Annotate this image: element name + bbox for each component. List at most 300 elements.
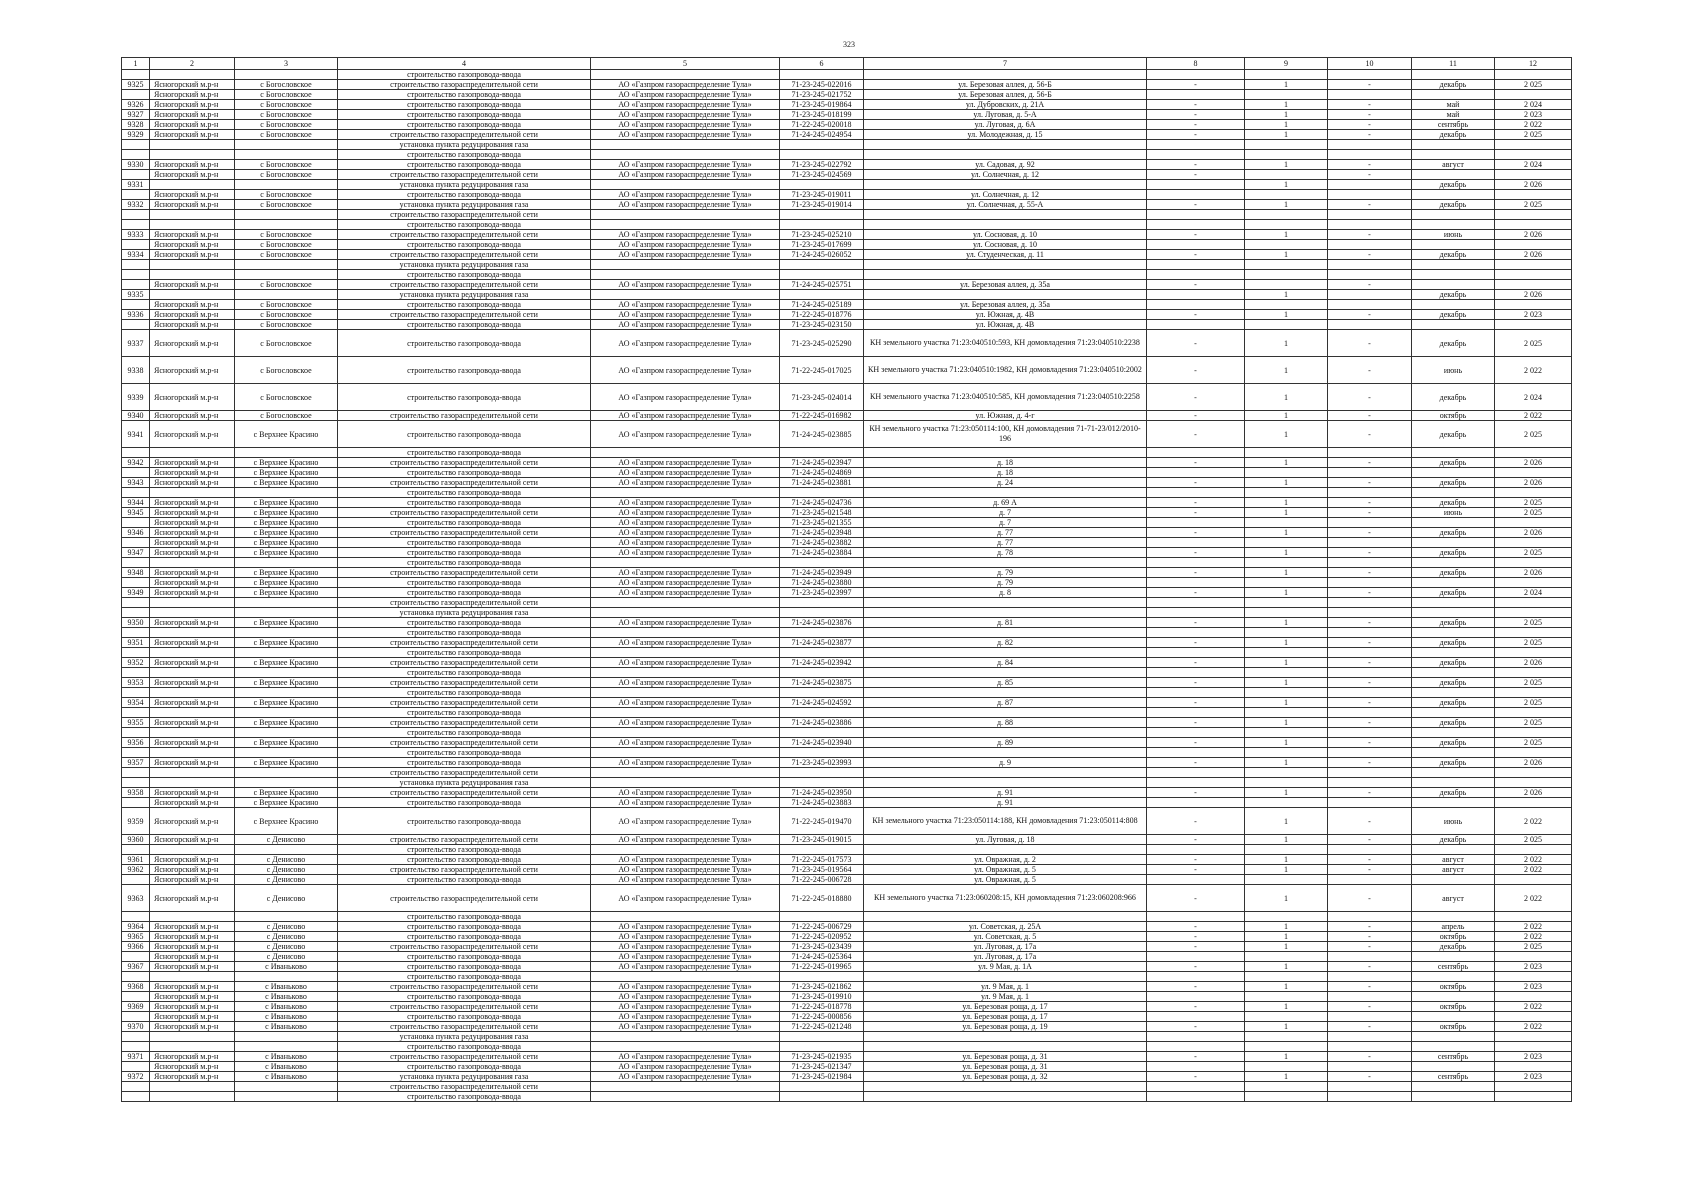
- table-row: [122, 638, 1572, 648]
- column-header: 7: [864, 58, 1147, 70]
- month-cell: декабрь: [1412, 421, 1495, 448]
- column-8-cell: [1147, 972, 1245, 982]
- settlement-cell: с Богословское: [235, 384, 338, 411]
- work-type-cell: строительство газопровода-ввода: [338, 952, 591, 962]
- column-9-cell: 1: [1245, 411, 1328, 421]
- column-8-cell: [1147, 608, 1245, 618]
- column-8-cell: [1147, 448, 1245, 458]
- month-cell: декабрь: [1412, 330, 1495, 357]
- column-10-cell: [1328, 518, 1412, 528]
- work-type-cell: строительство газораспределительной сети: [338, 982, 591, 992]
- column-10-cell: [1328, 875, 1412, 885]
- year-cell: [1495, 538, 1572, 548]
- settlement-cell: с Верхнее Красино: [235, 678, 338, 688]
- column-10-cell: -: [1328, 618, 1412, 628]
- settlement-cell: [235, 648, 338, 658]
- settlement-cell: с Иваньково: [235, 982, 338, 992]
- column-10-cell: [1328, 90, 1412, 100]
- row-number-cell: 9354: [122, 698, 150, 708]
- settlement-cell: с Иваньково: [235, 1022, 338, 1032]
- column-8-cell: [1147, 260, 1245, 270]
- month-cell: декабрь: [1412, 130, 1495, 140]
- application-code-cell: 71-24-245-025189: [780, 300, 864, 310]
- district-cell: [150, 608, 235, 618]
- application-code-cell: [780, 748, 864, 758]
- address-cell: [864, 648, 1147, 658]
- settlement-cell: с Богословское: [235, 411, 338, 421]
- table-row: [122, 384, 1572, 411]
- work-type-cell: строительство газопровода-ввода: [338, 498, 591, 508]
- work-type-cell: строительство газопровода-ввода: [338, 688, 591, 698]
- address-cell: [864, 448, 1147, 458]
- month-cell: [1412, 300, 1495, 310]
- settlement-cell: [235, 290, 338, 300]
- district-cell: Ясногорский м.р-н: [150, 588, 235, 598]
- column-10-cell: -: [1328, 80, 1412, 90]
- column-8-cell: [1147, 300, 1245, 310]
- settlement-cell: с Денисово: [235, 952, 338, 962]
- column-9-cell: 1: [1245, 1002, 1328, 1012]
- table-row: [122, 768, 1572, 778]
- application-code-cell: 71-22-245-017025: [780, 357, 864, 384]
- month-cell: [1412, 488, 1495, 498]
- district-cell: Ясногорский м.р-н: [150, 698, 235, 708]
- row-number-cell: [122, 1032, 150, 1042]
- column-10-cell: [1328, 608, 1412, 618]
- work-type-cell: строительство газопровода-ввода: [338, 190, 591, 200]
- row-number-cell: 9364: [122, 922, 150, 932]
- settlement-cell: [235, 728, 338, 738]
- column-8-cell: -: [1147, 618, 1245, 628]
- organization-cell: [591, 688, 780, 698]
- organization-cell: АО «Газпром газораспределение Тула»: [591, 90, 780, 100]
- settlement-cell: [235, 210, 338, 220]
- district-cell: Ясногорский м.р-н: [150, 982, 235, 992]
- table-row: [122, 648, 1572, 658]
- settlement-cell: [235, 270, 338, 280]
- month-cell: декабрь: [1412, 498, 1495, 508]
- column-8-cell: -: [1147, 835, 1245, 845]
- organization-cell: АО «Газпром газораспределение Тула»: [591, 200, 780, 210]
- address-cell: ул. Овражная, д. 5: [864, 875, 1147, 885]
- column-10-cell: [1328, 748, 1412, 758]
- row-number-cell: [122, 768, 150, 778]
- work-type-cell: строительство газораспределительной сети: [338, 1052, 591, 1062]
- column-8-cell: -: [1147, 100, 1245, 110]
- gasification-table: [121, 57, 1572, 1102]
- table-row: [122, 588, 1572, 598]
- settlement-cell: с Иваньково: [235, 1072, 338, 1082]
- row-number-cell: 9365: [122, 932, 150, 942]
- column-9-cell: 1: [1245, 808, 1328, 835]
- work-type-cell: строительство газораспределительной сети: [338, 411, 591, 421]
- column-8-cell: -: [1147, 638, 1245, 648]
- application-code-cell: 71-24-245-023875: [780, 678, 864, 688]
- work-type-cell: строительство газопровода-ввода: [338, 558, 591, 568]
- row-number-cell: [122, 300, 150, 310]
- settlement-cell: [235, 180, 338, 190]
- year-cell: 2 025: [1495, 738, 1572, 748]
- district-cell: Ясногорский м.р-н: [150, 468, 235, 478]
- column-8-cell: [1147, 1082, 1245, 1092]
- column-8-cell: [1147, 708, 1245, 718]
- settlement-cell: [235, 748, 338, 758]
- column-9-cell: [1245, 648, 1328, 658]
- table-row: [122, 1082, 1572, 1092]
- table-row: [122, 421, 1572, 448]
- district-cell: Ясногорский м.р-н: [150, 310, 235, 320]
- column-8-cell: -: [1147, 330, 1245, 357]
- application-code-cell: [780, 180, 864, 190]
- settlement-cell: [235, 140, 338, 150]
- work-type-cell: строительство газопровода-ввода: [338, 992, 591, 1002]
- district-cell: [150, 845, 235, 855]
- month-cell: [1412, 320, 1495, 330]
- column-10-cell: -: [1328, 280, 1412, 290]
- month-cell: декабрь: [1412, 568, 1495, 578]
- address-cell: [864, 290, 1147, 300]
- year-cell: [1495, 320, 1572, 330]
- column-8-cell: -: [1147, 1052, 1245, 1062]
- month-cell: декабрь: [1412, 788, 1495, 798]
- address-cell: ул. Советская, д. 5: [864, 932, 1147, 942]
- table-row: [122, 250, 1572, 260]
- column-8-cell: -: [1147, 885, 1245, 912]
- column-9-cell: [1245, 170, 1328, 180]
- column-9-cell: [1245, 628, 1328, 638]
- column-9-cell: 1: [1245, 80, 1328, 90]
- work-type-cell: строительство газораспределительной сети: [338, 638, 591, 648]
- column-10-cell: [1328, 260, 1412, 270]
- address-cell: д. 7: [864, 518, 1147, 528]
- address-cell: [864, 488, 1147, 498]
- table-row: [122, 952, 1572, 962]
- application-code-cell: [780, 708, 864, 718]
- column-10-cell: [1328, 190, 1412, 200]
- table-row: [122, 628, 1572, 638]
- month-cell: [1412, 912, 1495, 922]
- settlement-cell: с Верхнее Красино: [235, 798, 338, 808]
- application-code-cell: 71-23-245-024014: [780, 384, 864, 411]
- address-cell: ул. Овражная, д. 5: [864, 865, 1147, 875]
- column-10-cell: -: [1328, 738, 1412, 748]
- application-code-cell: 71-22-245-006728: [780, 875, 864, 885]
- column-9-cell: [1245, 598, 1328, 608]
- address-cell: КН земельного участка 71:23:060208:15, КН домовладения 71:23:060208:966: [864, 885, 1147, 912]
- column-10-cell: -: [1328, 548, 1412, 558]
- column-9-cell: 1: [1245, 932, 1328, 942]
- month-cell: [1412, 708, 1495, 718]
- organization-cell: [591, 778, 780, 788]
- row-number-cell: [122, 845, 150, 855]
- settlement-cell: с Богословское: [235, 240, 338, 250]
- row-number-cell: [122, 628, 150, 638]
- month-cell: [1412, 798, 1495, 808]
- settlement-cell: [235, 70, 338, 80]
- column-9-cell: [1245, 538, 1328, 548]
- column-header: 8: [1147, 58, 1245, 70]
- row-number-cell: [122, 468, 150, 478]
- year-cell: 2 023: [1495, 310, 1572, 320]
- row-number-cell: 9351: [122, 638, 150, 648]
- work-type-cell: строительство газопровода-ввода: [338, 300, 591, 310]
- address-cell: д. 9: [864, 758, 1147, 768]
- row-number-cell: [122, 578, 150, 588]
- settlement-cell: с Денисово: [235, 885, 338, 912]
- column-header: 2: [150, 58, 235, 70]
- work-type-cell: строительство газораспределительной сети: [338, 210, 591, 220]
- organization-cell: АО «Газпром газораспределение Тула»: [591, 1002, 780, 1012]
- column-10-cell: -: [1328, 357, 1412, 384]
- year-cell: [1495, 1062, 1572, 1072]
- column-10-cell: [1328, 240, 1412, 250]
- table-row: [122, 170, 1572, 180]
- row-number-cell: [122, 488, 150, 498]
- table-row: [122, 160, 1572, 170]
- table-row: [122, 972, 1572, 982]
- column-10-cell: [1328, 688, 1412, 698]
- month-cell: декабрь: [1412, 180, 1495, 190]
- settlement-cell: с Богословское: [235, 310, 338, 320]
- column-8-cell: [1147, 1042, 1245, 1052]
- settlement-cell: с Богословское: [235, 250, 338, 260]
- row-number-cell: 9326: [122, 100, 150, 110]
- year-cell: [1495, 845, 1572, 855]
- year-cell: [1495, 728, 1572, 738]
- column-8-cell: [1147, 220, 1245, 230]
- row-number-cell: [122, 748, 150, 758]
- column-8-cell: -: [1147, 568, 1245, 578]
- district-cell: Ясногорский м.р-н: [150, 718, 235, 728]
- table-row: [122, 100, 1572, 110]
- settlement-cell: с Денисово: [235, 932, 338, 942]
- work-type-cell: строительство газопровода-ввода: [338, 618, 591, 628]
- column-10-cell: -: [1328, 982, 1412, 992]
- month-cell: октябрь: [1412, 932, 1495, 942]
- column-10-cell: -: [1328, 110, 1412, 120]
- organization-cell: АО «Газпром газораспределение Тула»: [591, 1062, 780, 1072]
- application-code-cell: 71-24-245-023885: [780, 421, 864, 448]
- work-type-cell: строительство газораспределительной сети: [338, 170, 591, 180]
- row-number-cell: 9363: [122, 885, 150, 912]
- year-cell: [1495, 488, 1572, 498]
- application-code-cell: [780, 845, 864, 855]
- year-cell: 2 022: [1495, 1002, 1572, 1012]
- year-cell: 2 025: [1495, 200, 1572, 210]
- column-10-cell: [1328, 1092, 1412, 1102]
- organization-cell: АО «Газпром газораспределение Тула»: [591, 982, 780, 992]
- application-code-cell: 71-23-245-021752: [780, 90, 864, 100]
- settlement-cell: с Богословское: [235, 357, 338, 384]
- organization-cell: АО «Газпром газораспределение Тула»: [591, 100, 780, 110]
- work-type-cell: строительство газопровода-ввода: [338, 100, 591, 110]
- year-cell: [1495, 280, 1572, 290]
- row-number-cell: 9362: [122, 865, 150, 875]
- district-cell: Ясногорский м.р-н: [150, 758, 235, 768]
- row-number-cell: 9357: [122, 758, 150, 768]
- work-type-cell: строительство газопровода-ввода: [338, 708, 591, 718]
- column-8-cell: [1147, 290, 1245, 300]
- address-cell: ул. Березовая аллея, д. 35а: [864, 280, 1147, 290]
- work-type-cell: строительство газопровода-ввода: [338, 1012, 591, 1022]
- application-code-cell: 71-24-245-023948: [780, 528, 864, 538]
- month-cell: [1412, 1032, 1495, 1042]
- row-number-cell: [122, 798, 150, 808]
- application-code-cell: [780, 598, 864, 608]
- table-row: [122, 568, 1572, 578]
- address-cell: ул. Овражная, д. 2: [864, 855, 1147, 865]
- table-row: [122, 778, 1572, 788]
- organization-cell: АО «Газпром газораспределение Тула»: [591, 885, 780, 912]
- row-number-cell: [122, 728, 150, 738]
- table-row: [122, 1032, 1572, 1042]
- settlement-cell: [235, 708, 338, 718]
- work-type-cell: строительство газопровода-ввода: [338, 668, 591, 678]
- row-number-cell: [122, 558, 150, 568]
- year-cell: [1495, 1092, 1572, 1102]
- settlement-cell: с Верхнее Красино: [235, 588, 338, 598]
- address-cell: ул. Южная, д. 4В: [864, 320, 1147, 330]
- organization-cell: АО «Газпром газораспределение Тула»: [591, 240, 780, 250]
- row-number-cell: 9366: [122, 942, 150, 952]
- row-number-cell: 9325: [122, 80, 150, 90]
- column-9-cell: [1245, 1012, 1328, 1022]
- month-cell: декабрь: [1412, 618, 1495, 628]
- application-code-cell: 71-22-245-018776: [780, 310, 864, 320]
- organization-cell: АО «Газпром газораспределение Тула»: [591, 478, 780, 488]
- row-number-cell: [122, 648, 150, 658]
- work-type-cell: строительство газораспределительной сети: [338, 130, 591, 140]
- month-cell: [1412, 608, 1495, 618]
- work-type-cell: строительство газопровода-ввода: [338, 648, 591, 658]
- row-number-cell: [122, 875, 150, 885]
- year-cell: [1495, 952, 1572, 962]
- work-type-cell: строительство газораспределительной сети: [338, 230, 591, 240]
- application-code-cell: 71-23-245-025290: [780, 330, 864, 357]
- organization-cell: АО «Газпром газораспределение Тула»: [591, 120, 780, 130]
- row-number-cell: [122, 688, 150, 698]
- column-10-cell: -: [1328, 160, 1412, 170]
- month-cell: сентябрь: [1412, 962, 1495, 972]
- column-9-cell: [1245, 270, 1328, 280]
- row-number-cell: 9361: [122, 855, 150, 865]
- settlement-cell: с Богословское: [235, 120, 338, 130]
- work-type-cell: строительство газораспределительной сети: [338, 528, 591, 538]
- column-9-cell: [1245, 1042, 1328, 1052]
- table-row: [122, 1062, 1572, 1072]
- district-cell: Ясногорский м.р-н: [150, 1022, 235, 1032]
- organization-cell: [591, 608, 780, 618]
- row-number-cell: 9332: [122, 200, 150, 210]
- district-cell: [150, 628, 235, 638]
- settlement-cell: с Верхнее Красино: [235, 568, 338, 578]
- organization-cell: АО «Газпром газораспределение Тула»: [591, 250, 780, 260]
- application-code-cell: 71-23-245-021355: [780, 518, 864, 528]
- column-9-cell: [1245, 210, 1328, 220]
- month-cell: июнь: [1412, 508, 1495, 518]
- address-cell: ул. Молодежная, д. 15: [864, 130, 1147, 140]
- month-cell: [1412, 538, 1495, 548]
- column-9-cell: 1: [1245, 200, 1328, 210]
- organization-cell: АО «Газпром газораспределение Тула»: [591, 528, 780, 538]
- month-cell: август: [1412, 160, 1495, 170]
- column-9-cell: [1245, 220, 1328, 230]
- column-9-cell: [1245, 240, 1328, 250]
- column-9-cell: [1245, 972, 1328, 982]
- row-number-cell: [122, 1012, 150, 1022]
- column-9-cell: 1: [1245, 110, 1328, 120]
- column-8-cell: -: [1147, 528, 1245, 538]
- address-cell: [864, 598, 1147, 608]
- district-cell: Ясногорский м.р-н: [150, 250, 235, 260]
- district-cell: Ясногорский м.р-н: [150, 855, 235, 865]
- month-cell: октябрь: [1412, 1022, 1495, 1032]
- application-code-cell: [780, 1042, 864, 1052]
- column-9-cell: 1: [1245, 568, 1328, 578]
- column-8-cell: -: [1147, 310, 1245, 320]
- column-9-cell: [1245, 728, 1328, 738]
- column-9-cell: [1245, 845, 1328, 855]
- month-cell: [1412, 648, 1495, 658]
- month-cell: [1412, 70, 1495, 80]
- column-9-cell: 1: [1245, 100, 1328, 110]
- application-code-cell: 71-22-245-017573: [780, 855, 864, 865]
- row-number-cell: 9339: [122, 384, 150, 411]
- column-9-cell: [1245, 448, 1328, 458]
- column-10-cell: [1328, 468, 1412, 478]
- year-cell: 2 025: [1495, 678, 1572, 688]
- column-9-cell: 1: [1245, 508, 1328, 518]
- address-cell: КН земельного участка 71:23:040510:593, КН домовладения 71:23:040510:2238: [864, 330, 1147, 357]
- row-number-cell: [122, 952, 150, 962]
- column-9-cell: 1: [1245, 250, 1328, 260]
- year-cell: [1495, 608, 1572, 618]
- settlement-cell: с Богословское: [235, 200, 338, 210]
- column-header: 10: [1328, 58, 1412, 70]
- district-cell: [150, 1032, 235, 1042]
- address-cell: ул. Садовая, д. 92: [864, 160, 1147, 170]
- work-type-cell: строительство газораспределительной сети: [338, 598, 591, 608]
- row-number-cell: 9371: [122, 1052, 150, 1062]
- work-type-cell: строительство газопровода-ввода: [338, 845, 591, 855]
- work-type-cell: строительство газопровода-ввода: [338, 578, 591, 588]
- settlement-cell: с Богословское: [235, 330, 338, 357]
- column-8-cell: -: [1147, 230, 1245, 240]
- address-cell: [864, 748, 1147, 758]
- settlement-cell: с Богословское: [235, 80, 338, 90]
- month-cell: октябрь: [1412, 1002, 1495, 1012]
- row-number-cell: [122, 150, 150, 160]
- district-cell: [150, 558, 235, 568]
- work-type-cell: строительство газопровода-ввода: [338, 628, 591, 638]
- address-cell: [864, 912, 1147, 922]
- column-header: 12: [1495, 58, 1572, 70]
- column-8-cell: [1147, 648, 1245, 658]
- row-number-cell: 9336: [122, 310, 150, 320]
- work-type-cell: установка пункта редуцирования газа: [338, 200, 591, 210]
- row-number-cell: 9334: [122, 250, 150, 260]
- year-cell: 2 022: [1495, 932, 1572, 942]
- table-row: [122, 290, 1572, 300]
- settlement-cell: с Богословское: [235, 280, 338, 290]
- work-type-cell: строительство газопровода-ввода: [338, 548, 591, 558]
- row-number-cell: [122, 270, 150, 280]
- application-code-cell: [780, 70, 864, 80]
- address-cell: д. 91: [864, 788, 1147, 798]
- table-row: [122, 200, 1572, 210]
- settlement-cell: с Верхнее Красино: [235, 468, 338, 478]
- application-code-cell: 71-22-245-006729: [780, 922, 864, 932]
